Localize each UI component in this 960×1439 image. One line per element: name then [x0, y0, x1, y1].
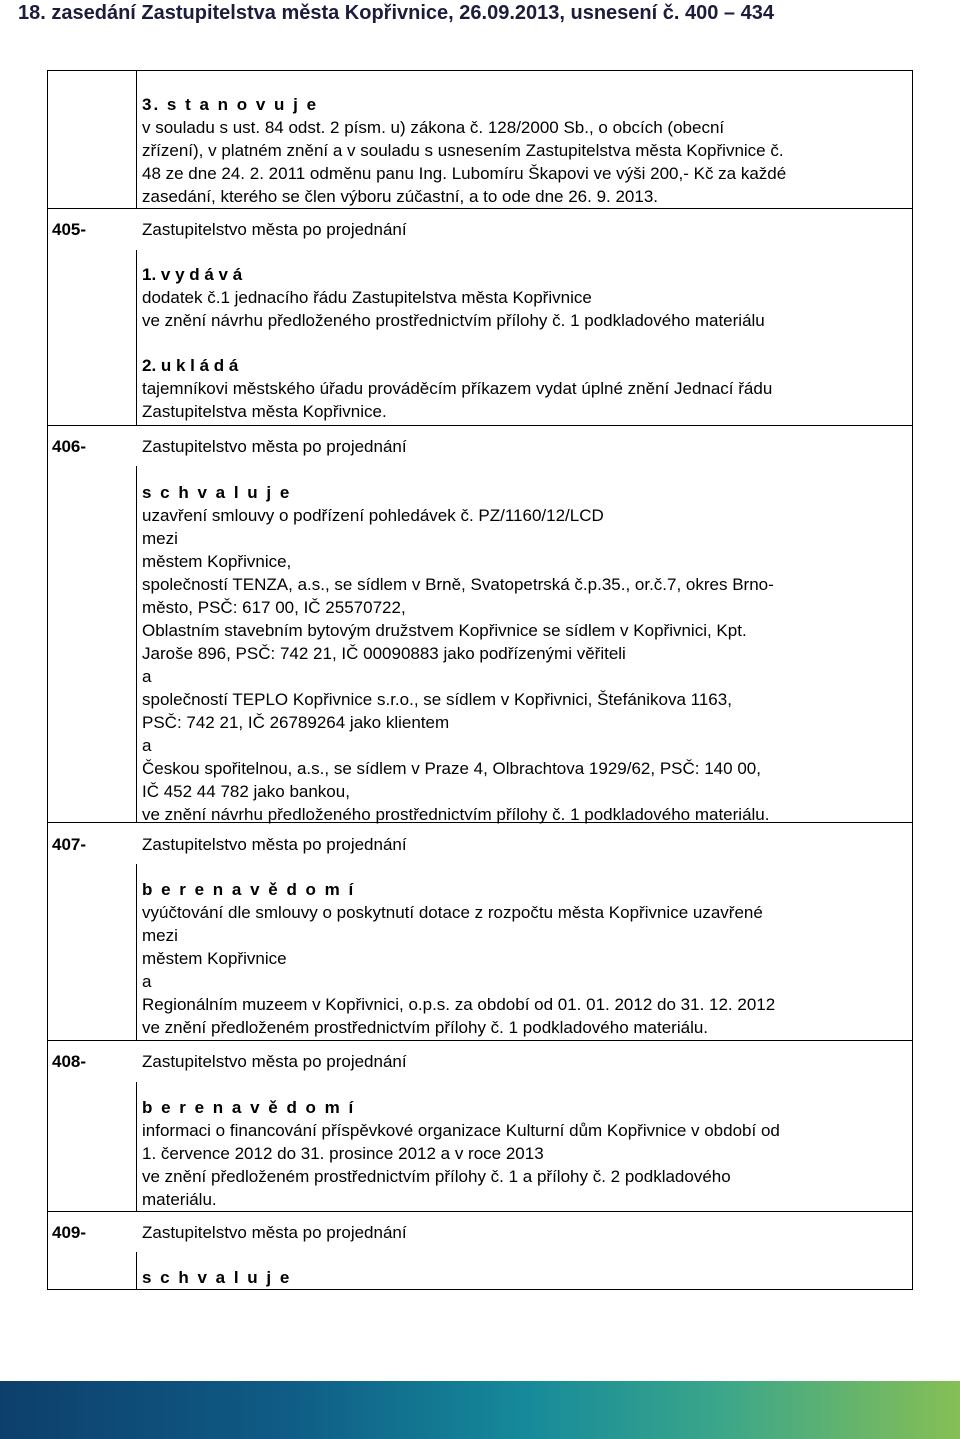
row-divider	[47, 1211, 913, 1212]
text-line: Jaroše 896, PSČ: 742 21, IČ 00090883 jako podřízenými věřiteli	[142, 644, 626, 663]
resolution-number: 407-	[52, 835, 87, 854]
text-line: společností TENZA, a.s., se sídlem v Brně, Svatopetrská č.p.35., or.č.7, okres Brno-	[142, 575, 774, 594]
text-line: městem Kopřivnice	[142, 949, 287, 968]
text-line: PSČ: 742 21, IČ 26789264 jako klientem	[142, 713, 450, 732]
text-line: uzavření smlouvy o podřízení pohledávek č. PZ/1160/12/LCD	[142, 506, 604, 525]
column-divider	[136, 250, 137, 426]
text-line: 1. července 2012 do 31. prosince 2012 a v roce 2013	[142, 1144, 544, 1163]
footer-decoration-band	[0, 1381, 960, 1439]
row-divider	[47, 425, 913, 426]
resolution-intro: Zastupitelstvo města po projednání	[142, 835, 407, 854]
text-line: zřízení), v platném znění a v souladu s usnesením Zastupitelstva města Kopřivnice č.	[142, 141, 784, 160]
text-line: Oblastním stavebním bytovým družstvem Kopřivnice se sídlem v Kopřivnici, Kpt.	[142, 621, 747, 640]
text-line: vyúčtování dle smlouvy o poskytnutí dotace z rozpočtu města Kopřivnice uzavřené	[142, 903, 763, 922]
section-heading: 3. s t a n o v u j e	[142, 95, 319, 114]
row-divider	[47, 1040, 913, 1041]
resolution-number: 406-	[52, 437, 87, 456]
text-line: a	[142, 667, 152, 686]
text-line: a	[142, 736, 152, 755]
section-heading: b e r e n a v ě d o m í	[142, 880, 356, 899]
text-line: ve znění předloženém prostřednictvím přílohy č. 1 a přílohy č. 2 podkladového	[142, 1167, 731, 1186]
row-divider	[47, 208, 913, 209]
section-heading: 1. v y d á v á	[142, 265, 243, 284]
section-heading: b e r e n a v ě d o m í	[142, 1098, 356, 1117]
column-divider	[136, 70, 137, 209]
text-line: společností TEPLO Kopřivnice s.r.o., se sídlem v Kopřivnici, Štefánikova 1163,	[142, 690, 732, 709]
text-line: dodatek č.1 jednacího řádu Zastupitelstva města Kopřivnice	[142, 288, 592, 307]
resolution-number: 409-	[52, 1223, 87, 1242]
section-heading: s c h v a l u j e	[142, 483, 292, 502]
column-divider	[136, 864, 137, 1041]
text-line: Regionálním muzeem v Kopřivnici, o.p.s. za období od 01. 01. 2012 do 31. 12. 2012	[142, 995, 776, 1014]
column-divider	[136, 466, 137, 823]
text-line: a	[142, 972, 152, 991]
resolution-intro: Zastupitelstvo města po projednání	[142, 1223, 407, 1242]
text-line: mezi	[142, 926, 178, 945]
text-line: ve znění návrhu předloženého prostřednictvím přílohy č. 1 podkladového materiálu	[142, 311, 765, 330]
text-line: městem Kopřivnice,	[142, 552, 292, 571]
text-line: Českou spořitelnou, a.s., se sídlem v Praze 4, Olbrachtova 1929/62, PSČ: 140 00,	[142, 759, 761, 778]
text-line: v souladu s ust. 84 odst. 2 písm. u) zákona č. 128/2000 Sb., o obcích (obecní	[142, 118, 725, 137]
text-line: informaci o financování příspěvkové organizace Kulturní dům Kopřivnice v období od	[142, 1121, 780, 1140]
text-line: ve znění návrhu předloženého prostřednictvím přílohy č. 1 podkladového materiálu.	[142, 805, 770, 824]
resolution-intro: Zastupitelstvo města po projednání	[142, 437, 407, 456]
text-line: město, PSČ: 617 00, IČ 25570722,	[142, 598, 406, 617]
text-line: Zastupitelstva města Kopřivnice.	[142, 402, 387, 421]
section-heading: 2. u k l á d á	[142, 356, 239, 375]
text-line: mezi	[142, 529, 178, 548]
resolution-intro: Zastupitelstvo města po projednání	[142, 220, 407, 239]
resolution-intro: Zastupitelstvo města po projednání	[142, 1052, 407, 1071]
text-line: IČ 452 44 782 jako bankou,	[142, 782, 350, 801]
page-title: 18. zasedání Zastupitelstva města Kopřivnice, 26.09.2013, usnesení č. 400 – 434	[18, 2, 774, 24]
column-divider	[136, 1082, 137, 1212]
resolution-number: 405-	[52, 220, 87, 239]
text-line: materiálu.	[142, 1190, 217, 1209]
resolution-number: 408-	[52, 1052, 87, 1071]
text-line: 48 ze dne 24. 2. 2011 odměnu panu Ing. Lubomíru Škapovi ve výši 200,- Kč za každé	[142, 164, 787, 183]
text-line: ve znění předloženém prostřednictvím přílohy č. 1 podkladového materiálu.	[142, 1018, 709, 1037]
text-line: zasedání, kterého se člen výboru zúčastní, a to ode dne 26. 9. 2013.	[142, 187, 659, 206]
section-heading: s c h v a l u j e	[142, 1268, 292, 1287]
text-line: tajemníkovi městského úřadu prováděcím příkazem vydat úplné znění Jednací řádu	[142, 379, 773, 398]
column-divider	[136, 1252, 137, 1290]
